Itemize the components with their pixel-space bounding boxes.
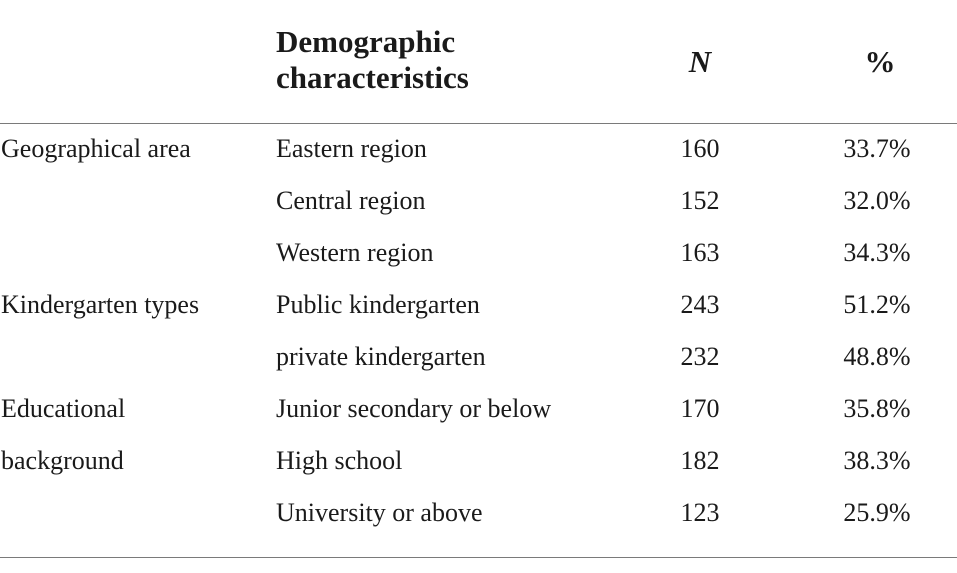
row-characteristic: University or above [276,498,483,527]
row-percent: 35.8% [843,394,911,423]
row-n: 243 [680,290,720,319]
header-demographic-line2: characteristics [276,60,469,95]
header-demographic-line1: Demographic [276,24,456,59]
row-n: 160 [680,134,720,163]
table-row [0,285,957,325]
row-n: 123 [680,498,720,527]
row-characteristic: High school [276,446,403,475]
row-percent: 38.3% [843,446,911,475]
row-group: Educational [1,394,126,423]
header-percent: % [864,44,896,79]
row-characteristic: Eastern region [276,134,427,163]
row-percent: 51.2% [843,290,911,319]
table-row [0,441,957,481]
row-n: 232 [680,342,720,371]
row-group: Geographical area [1,134,191,163]
table-row [0,337,957,377]
table-row [0,493,957,533]
row-group: background [1,446,124,475]
row-percent: 48.8% [843,342,911,371]
row-percent: 33.7% [843,134,911,163]
table-row [0,181,957,221]
table-row [0,389,957,429]
row-n: 182 [680,446,720,475]
header-n: N [688,44,712,79]
row-characteristic: private kindergarten [276,342,486,371]
row-characteristic: Junior secondary or below [276,394,552,423]
row-characteristic: Central region [276,186,426,215]
row-percent: 25.9% [843,498,911,527]
row-n: 163 [680,238,720,267]
row-n: 170 [680,394,720,423]
row-characteristic: Public kindergarten [276,290,480,319]
table-row [0,129,957,169]
header-demographic-characteristics [276,24,469,96]
row-characteristic: Western region [276,238,434,267]
header-divider [0,123,957,124]
table-bottom-rule [0,557,957,558]
table-row [0,233,957,273]
row-percent: 32.0% [843,186,911,215]
row-group: Kindergarten types [1,290,200,319]
row-percent: 34.3% [843,238,911,267]
row-n: 152 [680,186,720,215]
